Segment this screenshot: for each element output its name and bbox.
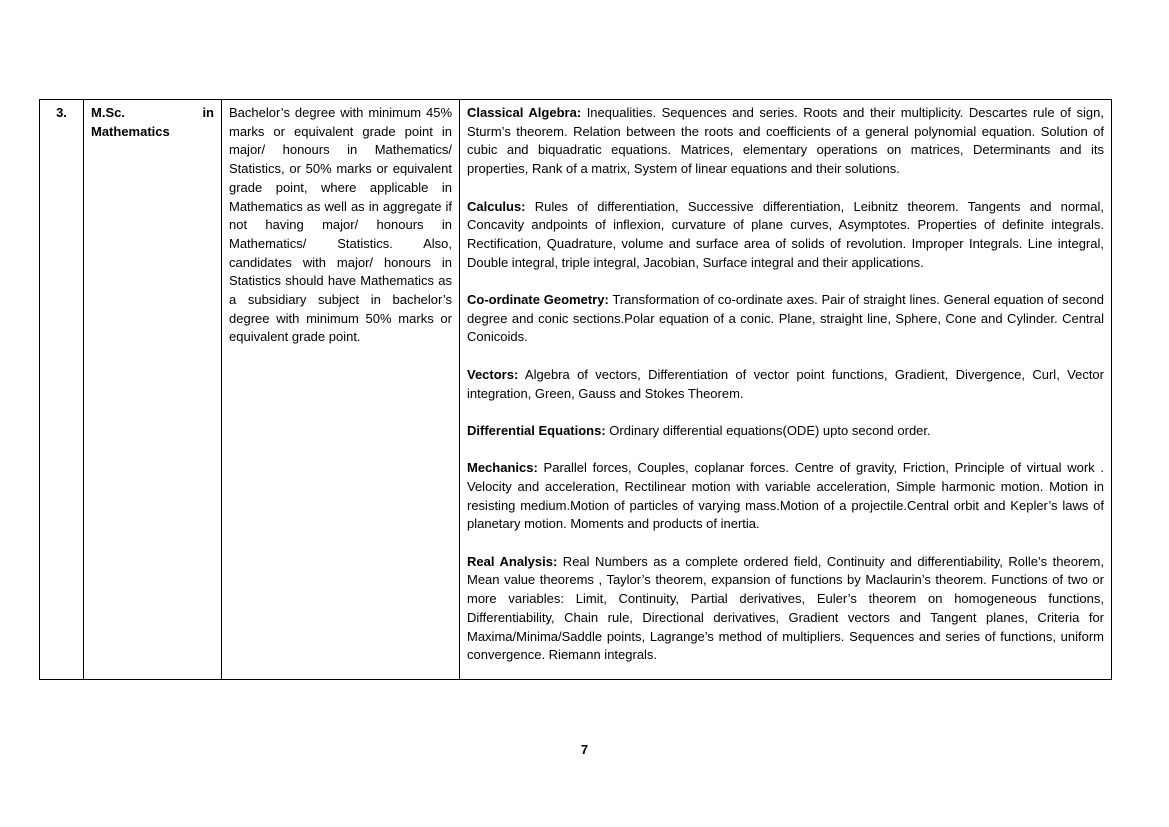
section-heading: Real Analysis: (467, 553, 558, 569)
serial-number: 3. (56, 105, 67, 120)
section-text: Algebra of vectors, Differentiation of vector point functions, Gradient, Divergence, Curl, Vector integration, Green, Gauss and Stokes Theorem. (467, 366, 1104, 401)
syllabus-section-coordinate-geometry (467, 291, 1104, 347)
programme-connector: in (202, 105, 214, 120)
section-text: Rules of differentiation, Successive differentiation, Leibnitz theorem. Tangents and normal, Concavity andpoints of inflexion, curvature of plane curves, Asymptotes. Properties of definite integrals. Rectification, Quadrature, volume and surface area of solids of revolution. Improper Integrals. Line integral, Double integral, triple integral, Jacobian, Surface integral and their applications. (467, 198, 1104, 270)
section-text: Real Numbers as a complete ordered field, Continuity and differentiability, Rolle’s theorem, Mean value theorems , Taylor’s theorem, expansion of functions by Maclaurin’s theorem. Functions of two or more variables: Limit, Continuity, Partial derivatives, Euler’s theorem on homogeneous functions, Differentiability, Chain rule, Directional derivatives, Gradient vectors and Tangent planes, Criteria for Maxima/Minima/Saddle points, Lagrange’s method of multipliers. Sequences and series of functions, uniform convergence. Riemann integrals. (467, 553, 1104, 663)
syllabus-section-mechanics (467, 459, 1104, 534)
section-heading: Co-ordinate Geometry: (467, 292, 609, 307)
section-heading: Classical Algebra: (467, 105, 582, 120)
programme-cell (84, 100, 222, 679)
programme-line-1 (91, 104, 214, 123)
programme-subject: Mathematics (91, 123, 170, 139)
serial-number-cell (40, 100, 84, 679)
section-heading: Mechanics: (467, 460, 538, 476)
programme-degree: M.Sc. (91, 105, 125, 120)
section-heading: Differential Equations: (467, 422, 606, 438)
section-text: Ordinary differential equations(ODE) upto second order. (605, 422, 931, 438)
syllabus-section-vectors (467, 366, 1104, 403)
section-heading: Vectors: (467, 366, 519, 382)
syllabus-section-calculus (467, 198, 1104, 273)
eligibility-text: Bachelor’s degree with minimum 45% marks or equivalent grade point in major/ honours in Mathematics/ Statistics, or 50% marks or equivalent grade point, where applicable in Mathematics as well as in aggregate if not having major/ honours in Mathematics/ Statistics. Also, candidates with major/ honours in Statistics should have Mathematics as a subsidiary subject in bachelor’s degree with minimum 50% marks or equivalent grade point. (229, 105, 452, 345)
syllabus-section-differential-equations (467, 422, 1104, 441)
syllabus-cell (460, 100, 1111, 679)
syllabus-section-classical-algebra (467, 104, 1104, 179)
section-heading: Calculus: (467, 198, 526, 214)
section-text: Transformation of co-ordinate axes. Pair of straight lines. General equation of second degree and conic sections.Polar equation of a conic. Plane, straight line, Sphere, Cone and Cylinder. Central Conicoids. (467, 292, 1105, 345)
syllabus-section-real-analysis (467, 553, 1104, 665)
syllabus-table-row (39, 99, 1112, 680)
section-text: Parallel forces, Couples, coplanar forces. Centre of gravity, Friction, Principle of virtual work . Velocity and acceleration, Rectilinear motion with variable acceleration, Simple harmonic motion. Motion in resisting medium.Motion of particles of varying mass.Motion of a projectile.Central orbit and Kepler’s laws of planetary motion. Moments and products of inertia. (467, 460, 1104, 532)
page-number: 7 (580, 742, 589, 757)
section-text: Inequalities. Sequences and series. Roots and their multiplicity. Descartes rule of sign, Sturm’s theorem. Relation between the roots and coefficients of a general polynomial equation. Solution of cubic and biquadratic equations. Matrices, elementary operations on matrices, Determinants and its properties, Rank of a matrix, System of linear equations and their solutions. (467, 105, 1104, 177)
eligibility-cell (222, 100, 460, 679)
